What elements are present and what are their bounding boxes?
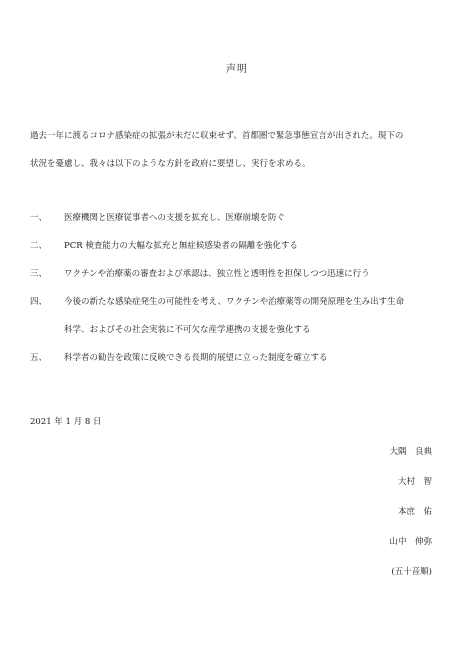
item-number: 二、 (30, 241, 48, 251)
item-text (64, 288, 450, 344)
list-item (30, 204, 450, 232)
intro-line: 過去一年に渡るコロナ感染症の拡張が未だに収束せず、首都圏で緊急事態宣言が出された。現下の (30, 131, 404, 141)
signatory-name: 本庶 佑 (397, 507, 432, 517)
document-date: 2021 年 1 月 8 日 (30, 417, 102, 427)
list-item (30, 232, 450, 260)
item-number: 五、 (30, 353, 48, 363)
intro-line: 状況を憂慮し、我々は以下のような方針を政府に要望し、実行を求める。 (30, 159, 311, 169)
demand-list (30, 204, 450, 372)
list-item (30, 288, 450, 344)
item-number: 四、 (30, 297, 48, 307)
item-number: 三、 (30, 269, 48, 279)
intro-paragraph (30, 122, 448, 178)
item-line: 科学者の勧告を政策に反映できる長期的展望に立った制度を確立する (64, 353, 328, 363)
item-text (64, 260, 450, 288)
item-line: 今後の新たな感染症発生の可能性を考え、ワクチンや治療薬等の開発原理を生み出す生命 (64, 297, 405, 307)
list-item (30, 260, 450, 288)
document-title: 声明 (226, 64, 248, 75)
signatory-name: 山中 伸弥 (389, 537, 432, 547)
item-line: 医療機関と医療従事者への支援を拡充し、医療崩壊を防ぐ (64, 213, 286, 223)
item-line: PCR 検査能力の大幅な拡充と無症候感染者の隔離を強化する (64, 241, 298, 251)
signatory-name: 大村 智 (397, 477, 432, 487)
item-text (64, 232, 450, 260)
item-text (64, 344, 450, 372)
signatory-block (389, 444, 432, 594)
item-number: 一、 (30, 213, 48, 223)
item-line: 科学、およびその社会実装に不可欠な産学連携の支援を強化する (64, 325, 311, 335)
list-item (30, 344, 450, 372)
signatory-name: 大隅 良典 (389, 447, 432, 457)
item-line: ワクチンや治療薬の審査および承認は、独立性と透明性を担保しつつ迅速に行う (64, 269, 370, 279)
item-text (64, 204, 450, 232)
signatory-order-note: (五十音順) (391, 567, 432, 577)
